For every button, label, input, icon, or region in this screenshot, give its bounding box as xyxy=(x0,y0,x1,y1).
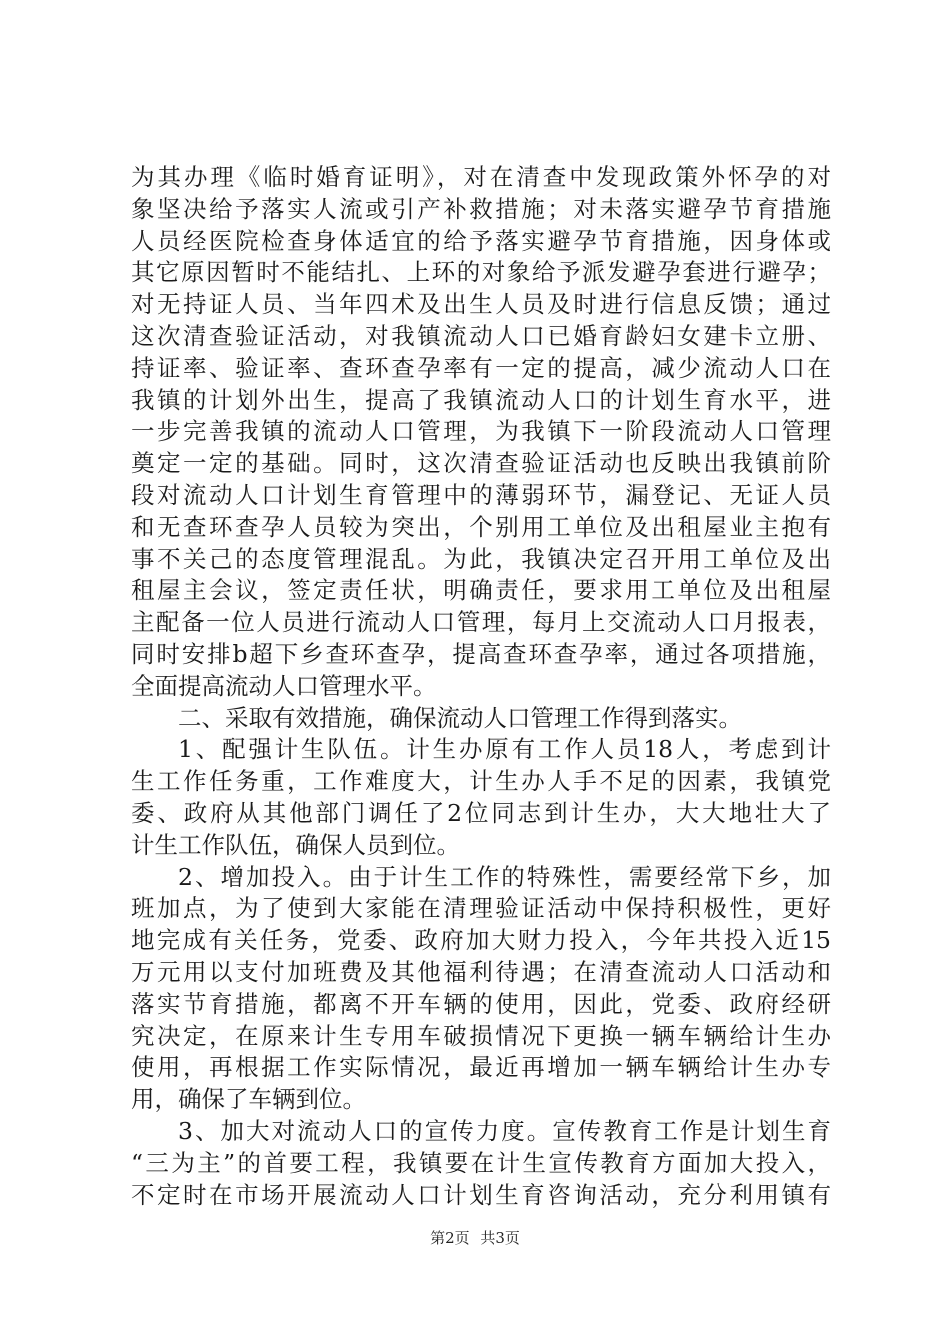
text-line: 究决定，在原来计生专用车破损情况下更换一辆车辆给计生办 xyxy=(131,1021,831,1050)
text-line: 不定时在市场开展流动人口计划生育咨询活动，充分利用镇有 xyxy=(131,1180,831,1209)
text-line: 对无持证人员、当年四术及出生人员及时进行信息反馈；通过 xyxy=(131,290,831,319)
text-line: 段对流动人口计划生育管理中的薄弱环节，漏登记、无证人员 xyxy=(131,480,831,509)
text-line: 1、配强计生队伍。计生办原有工作人员18人，考虑到计 xyxy=(178,735,831,764)
page-number: 第2页 xyxy=(430,1229,470,1247)
text-line: 事不关己的态度管理混乱。为此，我镇决定召开用工单位及出 xyxy=(131,544,831,573)
text-line: 租屋主会议，签定责任状，明确责任，要求用工单位及出租屋 xyxy=(131,576,831,605)
text-line: 为其办理《临时婚育证明》，对在清查中发现政策外怀孕的对 xyxy=(131,163,831,191)
text-line: 奠定一定的基础。同时，这次清查验证活动也反映出我镇前阶 xyxy=(131,449,831,478)
text-line: 用，确保了车辆到位。 xyxy=(131,1085,366,1114)
text-line: 二、采取有效措施，确保流动人口管理工作得到落实。 xyxy=(178,703,742,732)
text-line: 其它原因暂时不能结扎、上环的对象给予派发避孕套进行避孕； xyxy=(131,258,831,287)
text-line: 持证率、验证率、查环查孕率有一定的提高，减少流动人口在 xyxy=(131,353,831,382)
text-line: 万元用以支付加班费及其他福利待遇；在清查流动人口活动和 xyxy=(131,957,831,986)
text-line: 使用，再根据工作实际情况，最近再增加一辆车辆给计生办专 xyxy=(131,1053,831,1082)
text-line: “三为主”的首要工程，我镇要在计生宣传教育方面加大投入， xyxy=(131,1148,831,1177)
text-line: 计生工作队伍，确保人员到位。 xyxy=(131,830,460,859)
text-line: 我镇的计划外出生，提高了我镇流动人口的计划生育水平，进 xyxy=(131,385,831,414)
text-line: 委、政府从其他部门调任了2位同志到计生办，大大地壮大了 xyxy=(131,798,831,827)
text-line: 2、增加投入。由于计生工作的特殊性，需要经常下乡，加 xyxy=(178,862,831,891)
text-line: 一步完善我镇的流动人口管理，为我镇下一阶段流动人口管理 xyxy=(131,417,831,446)
text-line: 象坚决给予落实人流或引产补救措施；对未落实避孕节育措施 xyxy=(131,194,831,223)
text-line: 主配备一位人员进行流动人口管理，每月上交流动人口月报表， xyxy=(131,608,831,637)
text-line: 生工作任务重，工作难度大，计生办人手不足的因素，我镇党 xyxy=(131,767,831,796)
text-line: 班加点，为了使到大家能在清理验证活动中保持积极性，更好 xyxy=(131,894,831,923)
page-footer xyxy=(0,1228,950,1248)
text-line: 地完成有关任务，党委、政府加大财力投入，今年共投入近15 xyxy=(131,926,831,955)
text-line: 和无查环查孕人员较为突出，个别用工单位及出租屋业主抱有 xyxy=(131,512,831,541)
text-line: 同时安排b超下乡查环查孕，提高查环查孕率，通过各项措施， xyxy=(131,639,831,668)
text-line: 这次清查验证活动，对我镇流动人口已婚育龄妇女建卡立册、 xyxy=(131,321,831,350)
body-text xyxy=(131,162,831,1211)
text-line: 全面提高流动人口管理水平。 xyxy=(131,671,437,700)
text-line: 3、加大对流动人口的宣传力度。宣传教育工作是计划生育 xyxy=(178,1116,831,1145)
page-total: 共3页 xyxy=(480,1229,520,1247)
text-line: 落实节育措施，都离不开车辆的使用，因此，党委、政府经研 xyxy=(131,989,831,1018)
text-line: 人员经医院检查身体适宜的给予落实避孕节育措施，因身体或 xyxy=(131,226,831,255)
